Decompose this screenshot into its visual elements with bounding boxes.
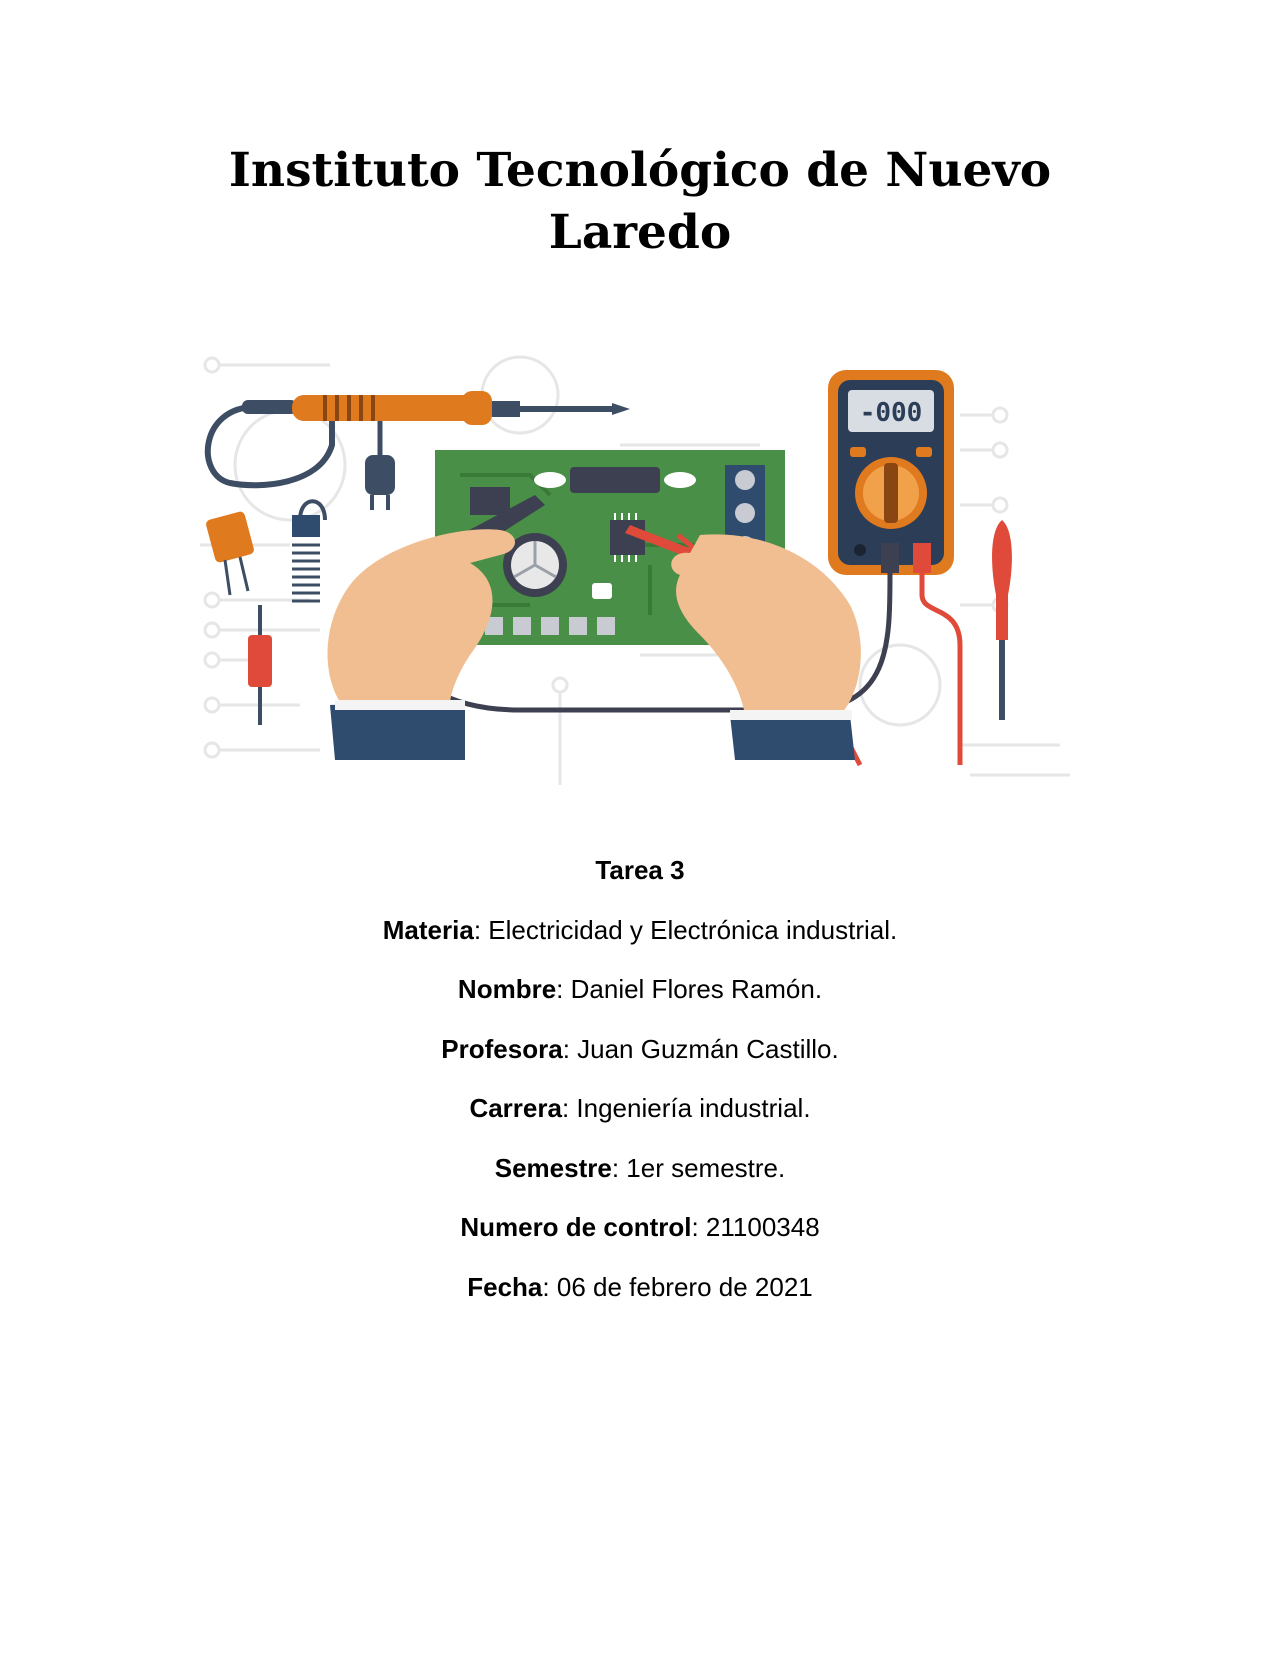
field-value: 06 de febrero de 2021 [556, 1271, 813, 1302]
field-label: Numero de control [460, 1212, 692, 1242]
inductor-icon [292, 501, 325, 601]
red-probe-wire-meter [922, 573, 960, 765]
field-nombre: Nombre: Daniel Flores Ramón. [457, 974, 823, 1004]
field-value: Juan Guzmán Castillo. [577, 1033, 839, 1064]
field-value: Daniel Flores Ramón. [570, 974, 823, 1004]
field-fecha: Fecha: 06 de febrero de 2021 [467, 1271, 813, 1302]
field-carrera: Carrera: Ingeniería industrial. [469, 1093, 811, 1123]
field-label: Profesora [441, 1033, 563, 1064]
field-label: Semestre [494, 1152, 612, 1183]
field-label: Nombre [457, 974, 557, 1004]
field-profesora: Profesora: Juan Guzmán Castillo. [441, 1033, 839, 1064]
screwdriver-icon [992, 520, 1012, 720]
field-label: Materia [382, 914, 474, 945]
field-value: Electricidad y Electrónica industrial. [488, 914, 898, 945]
capacitor-icon [205, 511, 255, 595]
field-label: Carrera [469, 1093, 562, 1123]
field-value: 21100348 [705, 1212, 820, 1242]
field-value: 1er semestre. [626, 1152, 786, 1183]
field-semestre: Semestre: 1er semestre. [494, 1152, 786, 1183]
multimeter-display: -000 [859, 398, 923, 428]
field-label: Fecha [467, 1271, 543, 1302]
assignment-label: Tarea 3 [595, 855, 685, 885]
electronics-repair-illustration [200, 355, 1080, 805]
multimeter-icon [828, 370, 954, 575]
resistor-icon [248, 605, 272, 725]
field-materia: Materia: Electricidad y Electrónica industrial. [382, 914, 898, 945]
field-value: Ingeniería industrial. [576, 1093, 811, 1123]
cover-details [140, 855, 1140, 1331]
document-title: Instituto Tecnológico de Nuevo Laredo [228, 143, 1052, 260]
field-numero-de-control: Numero de control: 21100348 [460, 1212, 820, 1242]
